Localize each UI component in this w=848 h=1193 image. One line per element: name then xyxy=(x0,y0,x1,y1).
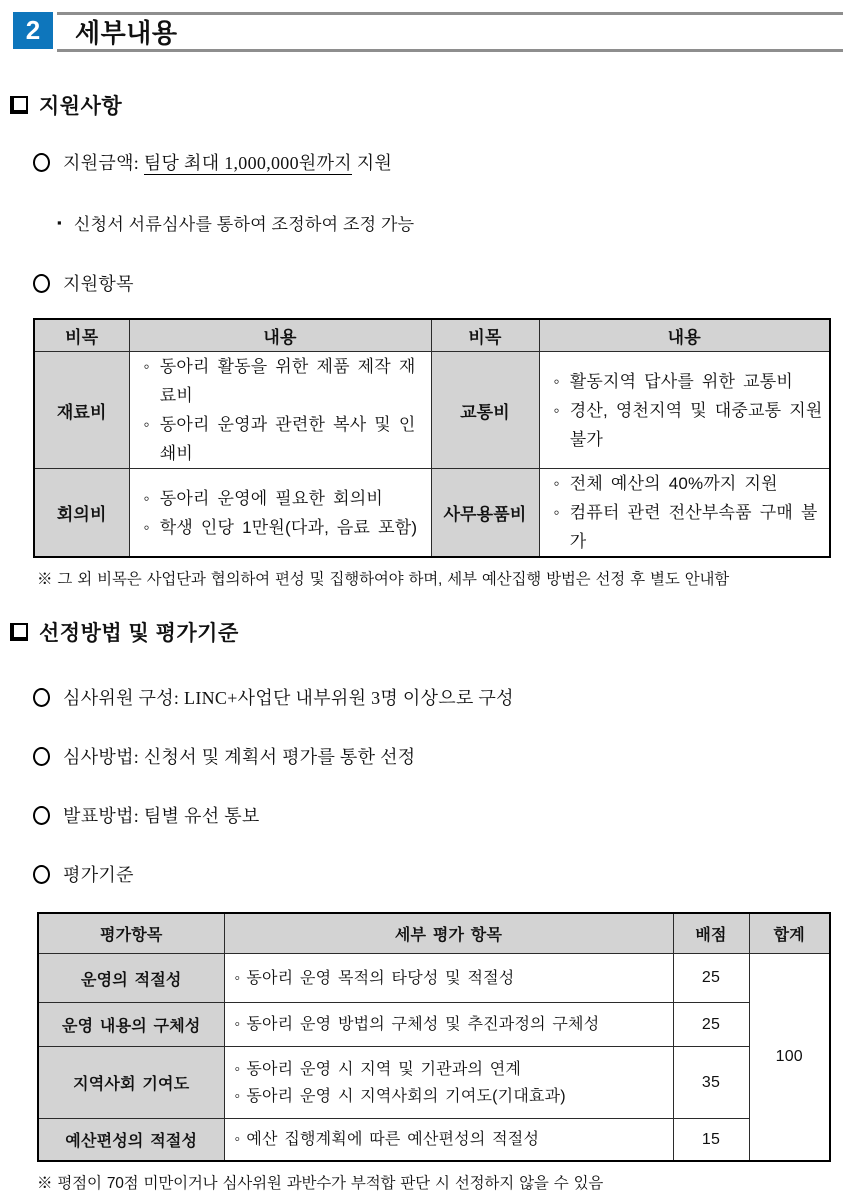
total-cell: 100 xyxy=(749,954,830,1162)
selection-note: ※ 평점이 70점 미만이거나 심사위원 과반수가 부적합 판단 시 선정하지 않을 수 있음 xyxy=(37,1175,604,1192)
amount-suffix: 지원 xyxy=(351,153,393,173)
detail-text: 전체 예산의 40%까지 지원 xyxy=(569,474,778,493)
detail-item xyxy=(540,469,830,498)
header-cell-category: 평가항목 xyxy=(38,913,224,954)
detail-item xyxy=(225,1056,673,1083)
item-bullet-icon: ◦ xyxy=(234,1087,241,1105)
details-cell xyxy=(539,352,830,469)
detail-text: 동아리 운영 시 지역 및 기관과의 연계 xyxy=(246,1060,522,1078)
circle-bullet-icon xyxy=(33,153,50,172)
support-table xyxy=(33,318,831,558)
score-cell: 15 xyxy=(673,1119,749,1162)
header-rule xyxy=(57,12,843,52)
detail-item xyxy=(225,965,673,992)
selection-bullet-line xyxy=(33,684,848,710)
item-bullet-icon: ◦ xyxy=(143,488,150,508)
detail-item xyxy=(130,410,431,468)
eval-table-row xyxy=(38,1003,830,1047)
score-cell: 35 xyxy=(673,1047,749,1119)
bullet-text: 발표방법: 팀별 유선 통보 xyxy=(63,806,260,826)
header-cell-content2: 내용 xyxy=(539,319,830,352)
header-cell-item2: 비목 xyxy=(431,319,539,352)
circle-bullet-icon xyxy=(33,747,50,766)
category-cell: 교통비 xyxy=(431,352,539,469)
detail-text: 활동지역 답사를 위한 교통비 xyxy=(569,371,793,391)
square-bullet-icon xyxy=(10,96,28,114)
selection-bullet-line xyxy=(33,743,848,769)
detail-text: 동아리 운영 시 지역사회의 기여도(기대효과) xyxy=(246,1087,566,1105)
item-bullet-icon: ◦ xyxy=(553,503,560,522)
circle-bullet-icon xyxy=(33,688,50,707)
support-note: ※ 그 외 비목은 사업단과 협의하여 편성 및 집행하여야 하며, 세부 예산집행 방법은 선정 후 별도 안내함 xyxy=(37,571,730,588)
details-cell xyxy=(539,469,830,558)
header-cell-content1: 내용 xyxy=(129,319,431,352)
item-bullet-icon: ◦ xyxy=(234,1060,241,1078)
doc-header xyxy=(0,12,848,53)
item-bullet-icon: ◦ xyxy=(143,517,150,537)
doc-title: 세부내용 xyxy=(75,17,178,48)
small-square-bullet-icon: ▪ xyxy=(57,214,62,230)
circle-bullet-icon xyxy=(33,274,50,293)
section-title-support xyxy=(10,90,848,120)
category-cell: 운영 내용의 구체성 xyxy=(38,1003,224,1047)
bullet-text: 심사방법: 신청서 및 계획서 평가를 통한 선정 xyxy=(63,747,416,767)
item-bullet-icon: ◦ xyxy=(234,1131,241,1148)
header-cell-item1: 비목 xyxy=(34,319,129,352)
detail-text: 컴퓨터 관련 전산부속품 구매 불가 xyxy=(569,503,818,551)
support-table-row xyxy=(34,469,830,558)
header-cell-detail: 세부 평가 항목 xyxy=(224,913,673,954)
details-cell xyxy=(129,469,431,558)
item-bullet-icon: ◦ xyxy=(143,415,150,434)
details-cell xyxy=(224,1047,673,1119)
details-cell xyxy=(224,954,673,1003)
support-items-line xyxy=(33,270,848,296)
items-title-text: 지원항목 xyxy=(63,274,134,294)
details-cell xyxy=(224,1119,673,1162)
item-bullet-icon: ◦ xyxy=(234,1016,241,1033)
item-bullet-icon: ◦ xyxy=(553,371,560,391)
eval-table-row xyxy=(38,1047,830,1119)
section-title-label: 지원사항 xyxy=(39,95,123,118)
category-cell: 예산편성의 적절성 xyxy=(38,1119,224,1162)
score-cell: 25 xyxy=(673,1003,749,1047)
detail-item xyxy=(130,484,431,513)
detail-item xyxy=(225,1011,673,1038)
detail-item xyxy=(225,1126,673,1153)
category-cell: 재료비 xyxy=(34,352,129,469)
section-title-selection xyxy=(10,617,848,647)
score-cell: 25 xyxy=(673,954,749,1003)
details-cell xyxy=(224,1003,673,1047)
support-amount-sub-line xyxy=(57,210,848,235)
selection-bullet-line xyxy=(33,861,848,887)
eval-table-row xyxy=(38,1119,830,1162)
detail-item xyxy=(540,367,830,396)
section-number-badge: 2 xyxy=(13,12,53,49)
detail-item xyxy=(540,396,830,454)
header-cell-score: 배점 xyxy=(673,913,749,954)
item-bullet-icon: ◦ xyxy=(553,474,560,493)
support-amount-line xyxy=(33,149,848,175)
circle-bullet-icon xyxy=(33,865,50,884)
selection-bullet-line xyxy=(33,802,848,828)
detail-text: 학생 인당 1만원(다과, 음료 포함) xyxy=(159,517,418,537)
item-bullet-icon: ◦ xyxy=(553,400,560,420)
amount-sub-text: 신청서 서류심사를 통하여 조정하여 조정 가능 xyxy=(73,215,415,234)
support-table-row xyxy=(34,352,830,469)
amount-text xyxy=(63,149,392,175)
detail-text: 동아리 운영에 필요한 회의비 xyxy=(159,488,383,508)
header-cell-total: 합계 xyxy=(749,913,830,954)
eval-table-header-row xyxy=(38,913,830,954)
detail-text: 동아리 활동을 위한 제품 제작 재료비 xyxy=(159,357,416,405)
bullet-text: 심사위원 구성: LINC+사업단 내부위원 3명 이상으로 구성 xyxy=(63,688,514,708)
category-cell: 회의비 xyxy=(34,469,129,558)
section-title-label: 선정방법 및 평가기준 xyxy=(39,622,239,645)
category-cell: 운영의 적절성 xyxy=(38,954,224,1003)
category-cell: 사무용품비 xyxy=(431,469,539,558)
details-cell xyxy=(129,352,431,469)
detail-text: 경산, 영천지역 및 대중교통 지원 불가 xyxy=(569,400,823,449)
category-cell: 지역사회 기여도 xyxy=(38,1047,224,1119)
detail-item xyxy=(540,498,830,556)
detail-text: 동아리 운영 방법의 구체성 및 추진과정의 구체성 xyxy=(246,1016,600,1033)
item-bullet-icon: ◦ xyxy=(143,357,150,376)
detail-item xyxy=(130,513,431,542)
eval-table-row xyxy=(38,954,830,1003)
amount-underlined: 팀당 최대 1,000,000원까지 xyxy=(143,153,352,173)
circle-bullet-icon xyxy=(33,806,50,825)
evaluation-table xyxy=(37,912,831,1162)
detail-text: 동아리 운영과 관련한 복사 및 인쇄비 xyxy=(159,415,416,463)
support-table-header-row xyxy=(34,319,830,352)
detail-item xyxy=(130,352,431,410)
bullet-text: 평가기준 xyxy=(63,865,134,885)
square-bullet-icon xyxy=(10,623,28,641)
detail-text: 예산 집행계획에 따른 예산편성의 적절성 xyxy=(246,1131,540,1148)
amount-prefix: 지원금액: xyxy=(63,153,144,173)
item-bullet-icon: ◦ xyxy=(234,969,241,987)
detail-text: 동아리 운영 목적의 타당성 및 적절성 xyxy=(246,969,515,987)
